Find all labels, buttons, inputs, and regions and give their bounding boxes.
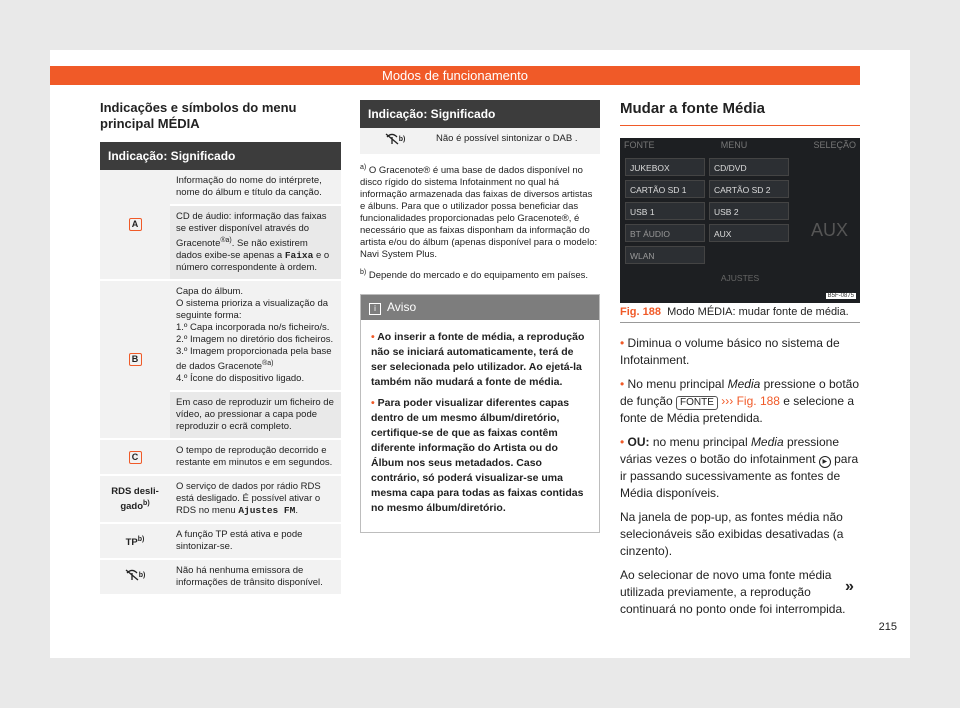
bullet-icon: • (371, 331, 375, 344)
fig-btn-jukebox: JUKEBOX (625, 158, 705, 176)
notice-body (361, 320, 599, 532)
table-row: $^{b)}$ Não é possível sintonizar o DAB . (360, 128, 600, 155)
section-title: Indicações e símbolos do menu principal MÉDIA (100, 100, 297, 131)
info-icon: i (369, 303, 381, 315)
fig-btn-aux: AUX (709, 224, 789, 242)
footnote-b: $^{b)}$ Depende do mercado e do equipamento em países. (360, 269, 589, 282)
fig-code: B5F-0875 (827, 293, 854, 299)
fig-btn-wlan: WLAN (625, 246, 705, 264)
fig-btn-cddvd: CD/DVD (709, 158, 789, 176)
fonte-key: FONTE (676, 396, 718, 410)
fig-btn-usb1: USB 1 (625, 202, 705, 220)
row-rds-desc: O serviço de dados por rádio RDS está desligado. É possível ativar o RDS no menu Ajustes FM. (170, 475, 341, 523)
bullet-icon: • (620, 377, 625, 391)
badge-b: B (129, 353, 142, 366)
instructions (620, 335, 860, 618)
symbols-table (100, 170, 341, 596)
row-b-desc2: Em caso de reproduzir um ficheiro de vídeo, ao pressionar a capa pode reproduzir o ecrã completo. (170, 391, 341, 439)
step: • No menu principal Media pressione o botão de função FONTE ››› Fig. 188 e selecione a fonte de Média pretendida. (620, 377, 860, 425)
symbols-table-cont (360, 128, 600, 156)
page-header: Modos de funcionamento (50, 66, 860, 85)
table-row (100, 280, 341, 391)
badge-c: C (129, 451, 142, 464)
notice-item: • Ao inserir a fonte de média, a reprodução não se iniciará automaticamente, terá de ser selecionada pelo utilizador. Ao ejetá-la também não mudará a fonte de média. (371, 331, 585, 389)
column-3 (620, 100, 860, 625)
table-header: Indicação: Significado (360, 100, 600, 128)
fig-ref-link[interactable]: ››› Fig. 188 (721, 394, 780, 408)
bullet-icon: • (620, 435, 625, 449)
table-row: $^{b)}$ Não há nenhuma emissora de informações de trânsito disponível. (100, 559, 341, 595)
tp-label: TP (125, 536, 138, 548)
footnote-a: $^{a)}$ O Gracenote® é uma base de dados disponível no disco rígido do sistema Infotainment no qual há informação armazenada das faixas de diversos artistas e álbuns. Para que o utilizador possa beneficiar das funcionalidades proporcionadas pelo Gracenote®, é necessário que as faixas disponham da informação do artista e/ou do álbum (apenas disponível para o modelo: Navi System Plus. (360, 164, 598, 261)
fig-btn-usb2: USB 2 (709, 202, 789, 220)
tp-off-icon (125, 569, 139, 581)
row-dab-desc: Não é possível sintonizar o DAB . (430, 128, 600, 155)
table-row: RDS desli-gado$^{b)}$ O serviço de dados por rádio RDS está desligado. É possível ativar o RDS no menu Ajustes FM. (100, 475, 341, 523)
table-header: Indicação: Significado (100, 142, 341, 170)
bullet-icon: • (371, 397, 375, 410)
paragraph: Ao selecionar de novo uma fonte média utilizada previamente, a reprodução continuará no ponto onde foi interrompida. (620, 568, 846, 616)
dab-off-icon (385, 133, 399, 145)
row-c-desc: O tempo de reprodução decorrido e restante em minutos e em segundos. (170, 439, 341, 475)
row-tp-desc: A função TP está ativa e pode sintonizar-se. (170, 523, 341, 559)
column-1 (100, 100, 341, 596)
table-row (100, 439, 341, 475)
page-number: 215 (878, 621, 897, 633)
step: • Diminua o volume básico no sistema de Infotainment. (620, 336, 840, 367)
fig-btn-sd2: CARTÃO SD 2 (709, 180, 789, 198)
section-title: Mudar a fonte Média (620, 100, 860, 126)
table-row (100, 170, 341, 205)
row-tp-off-desc: Não há nenhuma emissora de informações de trânsito disponível. (170, 559, 341, 595)
paragraph: Na janela de pop-up, as fontes média não selecionáveis são exibidas desativadas (a cinzento). (620, 510, 844, 558)
notice-header: i Aviso (361, 295, 599, 320)
bullet-icon: • (620, 336, 625, 350)
step: • OU: no menu principal Media pressione várias vezes o botão do infotainment ▶ para ir passando sucessivamente as fontes de Média disponíveis. (620, 435, 859, 500)
rds-label: RDS desli-gado (111, 485, 159, 512)
row-a-desc2: CD de áudio: informação das faixas se estiver disponível através do Gracenote$^{®a)}$. Se não existirem dados exibe-se apenas a Faixa e o número correspondente à ordem. (170, 205, 341, 280)
column-2 (360, 100, 600, 533)
figure-caption: Fig. 188 Modo MÉDIA: mudar fonte de média. (620, 306, 860, 323)
play-icon: ▶ (819, 456, 831, 468)
badge-a: A (129, 218, 142, 231)
notice-box (360, 294, 600, 533)
table-row: TP$^{b)}$ A função TP está ativa e pode sintonizar-se. (100, 523, 341, 559)
fig-btn-bt: BT ÁUDIO (625, 224, 705, 242)
notice-item: • Para poder visualizar diferentes capas dentro de um mesmo álbum/diretório, certifique-se de que as faixas contêm diferente informação do Artista ou do Álbum nos seus metadados. Caso contrário, só poderá visualizar-se uma mesma capa para todas as faixas contidas no mesmo álbum/diretório. (371, 397, 584, 515)
fig-btn-sd1: CARTÃO SD 1 (625, 180, 705, 198)
fig-tab-menu: MENU (720, 140, 748, 150)
figure-media-screen (620, 138, 860, 303)
fig-aux-label: AUX (810, 220, 848, 240)
fig-tab-fonte: FONTE (624, 140, 655, 150)
fig-ajustes: AJUSTES (720, 273, 760, 283)
row-b-desc1: Capa do álbum. O sistema prioriza a visualização da seguinte forma: 1.º Capa incorporada no/s ficheiro/s. 2.º Imagem no diretório dos ficheiros. 3.º Imagem proporcionada pela base de dados Gracenote$^{®a)}$ 4.º Ícone do dispositivo ligado. (170, 280, 341, 391)
row-a-desc1: Informação do nome do intérprete, nome do álbum e título da canção. (170, 170, 341, 205)
continue-mark: » (845, 578, 854, 595)
fig-tab-selecao: SELEÇÃO (813, 140, 856, 150)
